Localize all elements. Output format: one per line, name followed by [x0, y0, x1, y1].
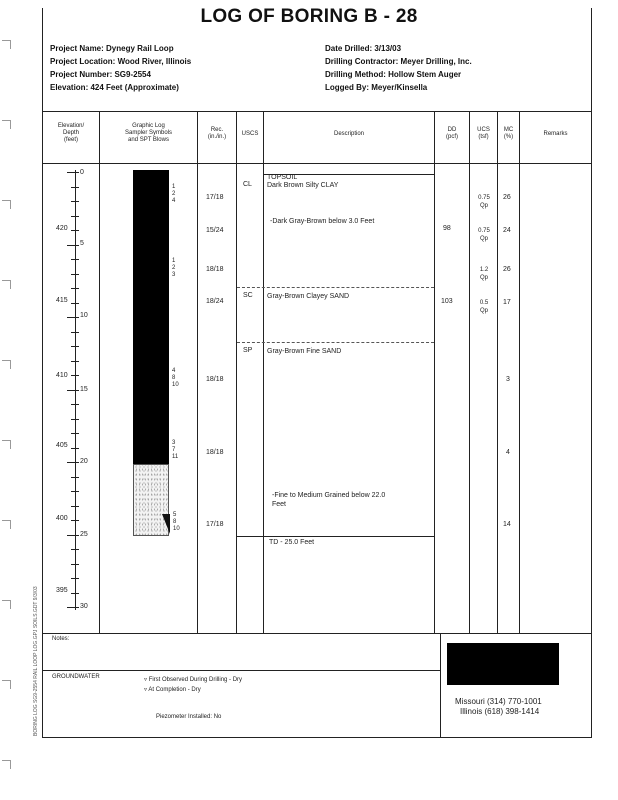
spt-blows: 4 8 10 — [172, 368, 179, 388]
project-elevation: Elevation: 424 Feet (Approximate) — [50, 83, 179, 92]
ucs-value: 0.5 Qp — [479, 300, 489, 314]
project-number: Project Number: SG9-2554 — [50, 70, 151, 79]
spt-blows: 5 8 10 — [173, 512, 180, 532]
elevation-label: 400 — [56, 515, 68, 522]
col-recovery: Rec. (in./in.) — [207, 127, 227, 140]
page-right-border — [591, 8, 592, 738]
project-info-right — [325, 42, 472, 94]
depth-tick — [71, 433, 79, 434]
log-bottom-line — [42, 633, 592, 634]
depth-label: 10 — [80, 312, 88, 319]
contact-illinois: Illinois (618) 398-1414 — [460, 707, 540, 716]
moisture-value: 14 — [503, 521, 511, 528]
depth-label: 15 — [80, 386, 88, 393]
depth-tick — [71, 201, 79, 202]
depth-tick — [71, 404, 79, 405]
depth-tick — [71, 593, 79, 594]
margin-mark — [2, 760, 11, 761]
elevation-label: 395 — [56, 587, 68, 594]
depth-label: 25 — [80, 531, 88, 538]
elevation-label: 420 — [56, 225, 68, 232]
col-moisture: MC (%) — [503, 127, 514, 140]
notes-bottom-line — [42, 670, 440, 671]
stratum-boundary — [237, 342, 434, 343]
groundwater-completion: ▿ At Completion - Dry — [144, 687, 201, 693]
file-footer: BORING LOG SG9-2554 RAIL LOOP LOG.GPJ SOILS.GDT 9/3/03 — [33, 586, 39, 736]
uscs-code: CL — [243, 181, 252, 188]
depth-label: 30 — [80, 603, 88, 610]
depth-tick — [71, 448, 79, 449]
margin-mark — [2, 440, 11, 441]
depth-tick — [67, 245, 79, 246]
project-location: Project Location: Wood River, Illinois — [50, 57, 192, 66]
desc-clay-change: -Dark Gray-Brown below 3.0 Feet — [270, 218, 375, 225]
contact-box-divider — [440, 633, 441, 737]
depth-tick — [71, 506, 79, 507]
depth-tick — [71, 332, 79, 333]
depth-label: 5 — [80, 240, 84, 247]
depth-tick — [71, 477, 79, 478]
recovery-value: 18/18 — [206, 376, 224, 383]
depth-tick — [71, 346, 79, 347]
header-bottom-line — [42, 163, 592, 164]
recovery-value: 18/18 — [206, 266, 224, 273]
recovery-value: 17/18 — [206, 194, 224, 201]
margin-mark — [2, 200, 11, 201]
elevation-label: 410 — [56, 372, 68, 379]
ucs-value: 1.2 Qp — [479, 267, 489, 281]
depth-label: 20 — [80, 458, 88, 465]
depth-tick — [71, 564, 79, 565]
depth-tick — [71, 578, 79, 579]
depth-tick — [67, 172, 79, 173]
spt-blows: 3 7 11 — [172, 440, 179, 460]
depth-tick — [71, 549, 79, 550]
depth-tick — [71, 419, 79, 420]
column-divider — [236, 111, 237, 633]
col-description: Description — [333, 131, 364, 137]
boring-end-line — [237, 536, 434, 537]
margin-mark — [2, 680, 11, 681]
depth-tick — [67, 317, 79, 318]
margin-mark — [2, 120, 11, 121]
recovery-value: 18/24 — [206, 298, 224, 305]
column-divider — [469, 111, 470, 633]
depth-tick — [71, 288, 79, 289]
moisture-value: 24 — [503, 227, 511, 234]
ucs-value: 0.75 Qp — [478, 228, 490, 242]
depth-tick — [71, 187, 79, 188]
contact-missouri: Missouri (314) 770-1001 — [455, 697, 542, 706]
page-bottom-border — [42, 737, 592, 738]
col-ucs: UCS (tsf) — [477, 127, 490, 140]
water-level-icon: ▿ — [144, 677, 148, 683]
column-divider — [519, 111, 520, 633]
margin-mark — [2, 360, 11, 361]
col-dry-density: DD (pcf) — [446, 127, 458, 140]
piezometer-status: Piezometer Installed: No — [156, 714, 222, 720]
notes-label: Notes: — [52, 636, 70, 642]
sampler-symbol — [162, 514, 170, 534]
column-divider — [434, 111, 435, 633]
desc-topsoil: TOPSOIL — [267, 174, 298, 181]
recovery-value: 18/18 — [206, 449, 224, 456]
depth-tick — [67, 390, 79, 391]
spt-blows: 1 2 4 — [172, 184, 176, 204]
desc-fine-sand: Gray-Brown Fine SAND — [267, 348, 342, 355]
report-title: LOG OF BORING B - 28 — [200, 6, 418, 27]
margin-mark — [2, 520, 11, 521]
column-divider — [99, 111, 100, 633]
desc-clayey-sand: Gray-Brown Clayey SAND — [267, 293, 350, 300]
ucs-value: 0.75 Qp — [478, 195, 490, 209]
groundwater-first: ▿ First Observed During Drilling - Dry — [144, 677, 243, 683]
depth-tick — [71, 259, 79, 260]
moisture-value: 4 — [506, 449, 510, 456]
depth-tick — [71, 216, 79, 217]
dry-density-value: 98 — [443, 225, 451, 232]
page-left-border — [42, 8, 43, 738]
margin-mark — [2, 600, 11, 601]
elevation-label: 415 — [56, 297, 68, 304]
project-info-left — [50, 42, 191, 94]
drilling-method: Drilling Method: Hollow Stem Auger — [325, 70, 462, 79]
margin-mark — [2, 280, 11, 281]
moisture-value: 3 — [506, 376, 510, 383]
depth-tick — [71, 491, 79, 492]
recovery-value: 17/18 — [206, 521, 224, 528]
date-drilled: Date Drilled: 3/13/03 — [325, 44, 402, 53]
desc-total-depth: TD - 25.0 Feet — [269, 539, 315, 546]
desc-fine-medium-cont: Feet — [272, 501, 287, 508]
groundwater-label: GROUNDWATER — [52, 674, 100, 680]
column-divider — [197, 111, 198, 633]
column-divider — [263, 111, 264, 633]
margin-mark — [2, 40, 11, 41]
depth-tick — [71, 520, 79, 521]
depth-tick — [67, 607, 79, 608]
redacted-logo — [447, 643, 559, 685]
logged-by: Logged By: Meyer/Kinsella — [325, 83, 428, 92]
depth-tick — [67, 535, 79, 536]
column-divider — [497, 111, 498, 633]
depth-tick — [71, 303, 79, 304]
recovery-value: 15/24 — [206, 227, 224, 234]
moisture-value: 26 — [503, 266, 511, 273]
water-level-icon: ▿ — [144, 687, 148, 693]
spt-blows: 1 2 3 — [172, 258, 176, 278]
graphic-log-clay — [133, 170, 169, 464]
dry-density-value: 103 — [441, 298, 453, 305]
depth-tick — [71, 361, 79, 362]
project-name: Project Name: Dynegy Rail Loop — [50, 44, 174, 53]
uscs-code: SC — [243, 292, 253, 299]
elevation-label: 405 — [56, 442, 68, 449]
depth-tick — [71, 274, 79, 275]
uscs-code: SP — [243, 347, 253, 354]
stratum-boundary — [237, 287, 434, 288]
desc-fine-medium: -Fine to Medium Grained below 22.0 — [272, 492, 386, 499]
moisture-value: 17 — [503, 299, 511, 306]
col-elevation-depth: Elevation/ Depth (feet) — [57, 123, 85, 143]
drilling-contractor: Drilling Contractor: Meyer Drilling, Inc. — [325, 57, 472, 66]
depth-tick — [71, 230, 79, 231]
col-uscs: USCS — [241, 131, 259, 137]
col-remarks: Remarks — [543, 131, 568, 137]
depth-label: 0 — [80, 169, 84, 176]
col-graphic-log: Graphic Log Sampler Symbols and SPT Blows — [124, 123, 172, 143]
depth-tick — [67, 462, 79, 463]
depth-tick — [71, 375, 79, 376]
table-top-line — [42, 111, 592, 112]
moisture-value: 26 — [503, 194, 511, 201]
desc-clay: Dark Brown Silty CLAY — [267, 182, 339, 189]
